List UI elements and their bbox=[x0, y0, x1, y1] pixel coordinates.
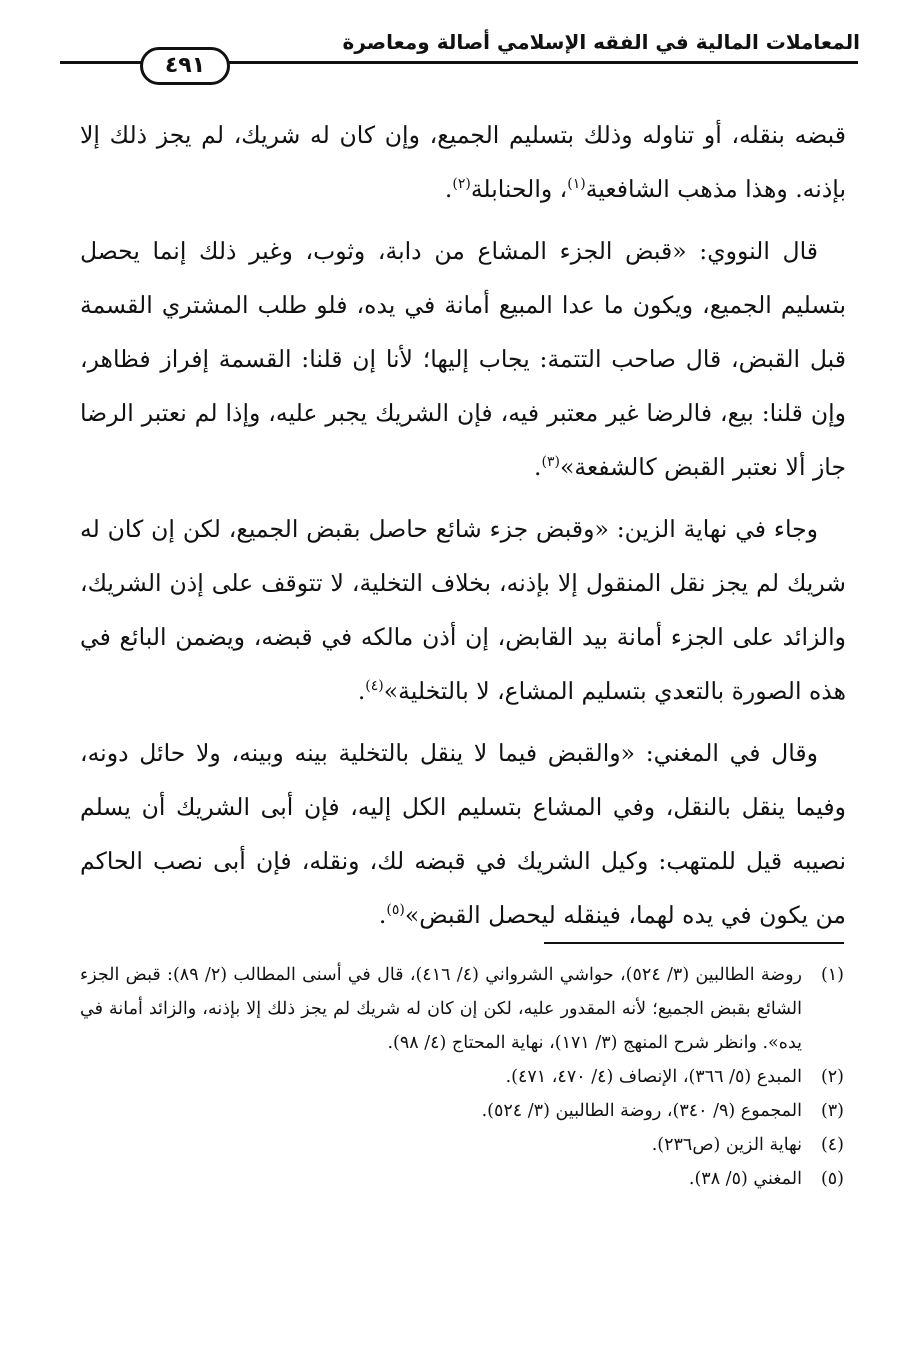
footnote bbox=[80, 1128, 844, 1162]
paragraph-text: قبضه بنقله، أو تناوله وذلك بتسليم الجميع، وإن كان له شريك، لم يجز ذلك إلا بإذنه. وهذا مذهب الشافعية bbox=[80, 121, 846, 203]
paragraph bbox=[80, 726, 846, 942]
paragraph bbox=[80, 108, 846, 216]
paragraph bbox=[80, 224, 846, 494]
footnote-marker: (٣) bbox=[541, 454, 560, 471]
paragraph-end: . bbox=[444, 175, 453, 203]
footnote bbox=[80, 958, 844, 1060]
footnote-text: روضة الطالبين (٣/ ٥٢٤)، حواشي الشرواني (٤/ ٤١٦)، قال في أسنى المطالب (٢/ ٨٩): قبض الجزء الشائع بقبض الجميع؛ لأنه المقدور عليه، لكن إن كان له شريك لم يجز ذلك إلا بإذنه، والزائد أمانة في يده». وانظر شرح المنهج (٣/ ١٧١)، نهاية المحتاج (٤/ ٩٨). bbox=[80, 965, 802, 1053]
footnote-text: المجموع (٩/ ٣٤٠)، روضة الطالبين (٣/ ٥٢٤). bbox=[481, 1101, 802, 1121]
running-title: المعاملات المالية في الفقه الإسلامي أصالة ومعاصرة bbox=[342, 30, 860, 54]
paragraph-end: . bbox=[357, 677, 366, 705]
page-number: ٤٩١ bbox=[140, 47, 230, 85]
body-text bbox=[80, 108, 846, 950]
footnote-number: (٢) bbox=[820, 1067, 844, 1087]
footnote-text: المبدع (٥/ ٣٦٦)، الإنصاف (٤/ ٤٧٠، ٤٧١). bbox=[505, 1067, 802, 1087]
footnote bbox=[80, 1060, 844, 1094]
footnote-number: (١) bbox=[820, 965, 844, 985]
paragraph-end: . bbox=[378, 901, 387, 929]
paragraph-text: ، والحنابلة bbox=[470, 175, 568, 203]
footnote bbox=[80, 1162, 844, 1196]
footnote-text: نهاية الزين (ص٢٣٦). bbox=[651, 1135, 802, 1155]
footnotes bbox=[80, 958, 844, 1196]
footnote bbox=[80, 1094, 844, 1128]
paragraph-text: وجاء في نهاية الزين: «وقبض جزء شائع حاصل بقبض الجميع، لكن إن كان له شريك لم يجز نقل المنقول إلا بإذنه، بخلاف التخلية، لا تتوقف على إذن الشريك، والزائد على الجزء أمانة بيد القابض، إن أذن مالكه في قبضه، ويضمن البائع في هذه الصورة بالتعدي بتسليم المشاع، لا بالتخلية» bbox=[80, 515, 846, 705]
footnote-number: (٥) bbox=[820, 1169, 844, 1189]
paragraph bbox=[80, 502, 846, 718]
paragraph-text: قال النووي: «قبض الجزء المشاع من دابة، وثوب، وغير ذلك إنما يحصل بتسليم الجميع، ويكون ما عدا المبيع أمانة في يده، فلو طلب المشتري القسمة قبل القبض، قال صاحب التتمة: يجاب إليها؛ لأنا إن قلنا: القسمة إفراز فظاهر، وإن قلنا: بيع، فالرضا غير معتبر فيه، فإن الشريك يجبر عليه، وإذا لم نعتبر الرضا جاز ألا نعتبر القبض كالشفعة» bbox=[80, 237, 846, 481]
paragraph-end: . bbox=[534, 453, 542, 481]
paragraph-text: وقال في المغني: «والقبض فيما لا ينقل بالتخلية بينه وبينه، ولا حائل دونه، وفيما ينقل بالنقل، وفي المشاع بتسليم الكل إليه، فإن أبى الشريك أن يسلم نصيبه قيل للمتهب: وكيل الشريك في قبضه لك، ونقله، فإن أبى نصب الحاكم من يكون في يده لهما، فينقله ليحصل القبض» bbox=[80, 739, 846, 929]
footnote-marker: (٢) bbox=[452, 176, 471, 193]
footnote-number: (٣) bbox=[820, 1101, 844, 1121]
footnote-marker: (٥) bbox=[386, 902, 405, 919]
footnote-text: المغني (٥/ ٣٨). bbox=[688, 1169, 802, 1189]
footnote-rule bbox=[544, 942, 844, 944]
footnote-number: (٤) bbox=[820, 1135, 844, 1155]
footnote-marker: (١) bbox=[567, 176, 586, 193]
footnote-marker: (٤) bbox=[365, 678, 384, 695]
